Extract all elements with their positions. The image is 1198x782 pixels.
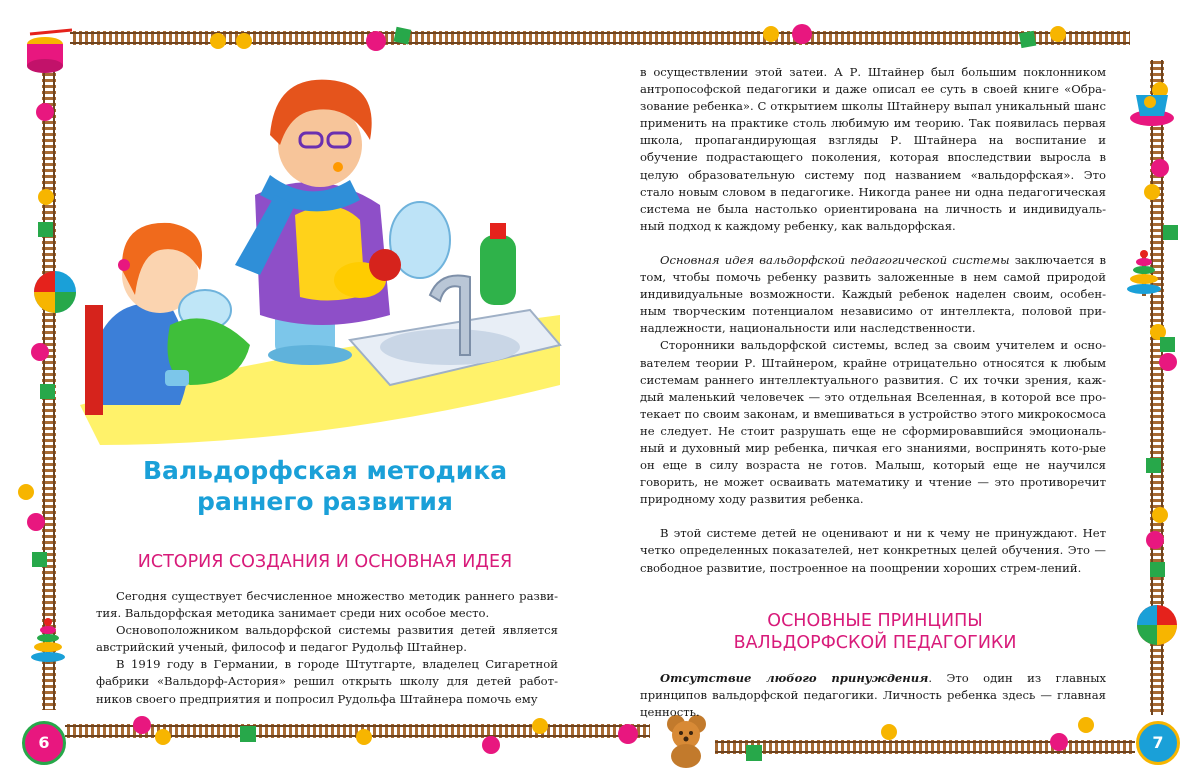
paragraph-main-idea <box>640 252 1106 337</box>
main-idea-lead: Основная идея вальдорфской педагогической системы <box>660 252 1010 267</box>
section-heading-principles <box>640 610 1110 654</box>
paragraph: В этой системе детей не оценивают и ни к чему не принуждают. Нет четко определенных показателей, нет конкретных целей обучения. Это — свободное развитие, построенное на поощрении хороших стрем-лений. <box>640 526 1106 575</box>
paragraph-principle <box>640 670 1106 721</box>
pyramid-toy-icon <box>31 618 65 664</box>
section-heading-history: ИСТОРИЯ СОЗДАНИЯ И ОСНОВНАЯ ИДЕЯ <box>137 552 513 572</box>
heading-line-2: ВАЛЬДОРФСКОЙ ПЕДАГОГИКИ <box>733 633 1017 653</box>
illustration-mother-and-child <box>60 55 580 445</box>
paragraph: Основоположником вальдорфской системы развития детей является австрийский ученый, философ и педагог Рудольф Штайнер. <box>96 623 558 655</box>
title-line-1: Вальдорфская методика <box>142 456 508 485</box>
title-line-2: раннего развития <box>197 487 453 516</box>
teacup-icon <box>1130 95 1174 126</box>
principle-rest: . Это один из главных принципов вальдорфской педагогики. Личность ребенка здесь — главная ценность. <box>640 671 1106 720</box>
principles-text <box>640 670 1106 721</box>
principle-lead: Отсутствие любого принуждения <box>660 671 929 685</box>
bottom-track <box>65 724 1135 754</box>
heading-line-1: ОСНОВНЫЕ ПРИНЦИПЫ <box>767 611 983 631</box>
page-number-right: 7 <box>1136 721 1180 765</box>
right-column-text <box>640 64 1106 577</box>
paragraph: Сегодня существует бесчисленное множество методик раннего разви-тия. Вальдорфская методика занимает среди них особое место. <box>96 589 558 621</box>
left-column-text <box>96 588 558 708</box>
paragraph: Сторонники вальдорфской системы, вслед за своим учителем и осно-вателем теории Р. Штайнером, крайне отрицательно относятся к любым системам раннего интеллектуального развития. С их точки зрения, каж-дый маленький человечек — это отдельная Вселенная, в которой все про-текает по своим законам, и вмешиваться в устройство этого микрокосмоса не следует. Не стоит разрушать еще не сформировавшийся эмоциональ-ный и духовный мир ребенка, пичкая его знаниями, воспринять кото-рые он еще в силу возраста не готов. Малыш, который еще не научился говорить, не может осваивать математику и чтение — это противоречит природному ходу развития ребенка. <box>640 338 1106 507</box>
paragraph: в осуществлении этой затеи. А Р. Штайнер был большим поклонником антропософской педагогики и даже описал ее суть в своей книге «Обра-зование ребенка». С открытием школы Штайнеру выпал уникальный шанс применить на практике столь любимую им теорию. Так появилась первая школа, пропагандирующая взгляды Р. Штайнера на воспитание и обучение подрастающего поколения, которая впоследствии выросла в целую образовательную систему под названием «вальдорфская». Это стало новым словом в педагогике. Никогда ранее ни одна педагогическая система не была настолько ориентирована на личность и индивидуаль-ный подход к каждому ребенку, как вальдорфская. <box>640 65 1106 233</box>
teddy-bear-icon <box>667 715 706 768</box>
paragraph: В 1919 году в Германии, в городе Штутгарте, владелец Сигаретной фабрики «Вальдорф-Астория» решил открыть школу для детей работ-ников своего предприятия и попросил Рудольфа Штайнера помочь ему <box>96 657 558 706</box>
main-idea-rest: заключается в том, чтобы помочь ребенку развить заложенные в нем самой природой индивидуальные возможности. Каждый ребенок наделен своим, особен-ным творческим потенциалом независимо от интеллекта, половой при-надлежности, национальности или наследственности. <box>640 252 1106 336</box>
ball-icon <box>1137 605 1177 645</box>
page-title <box>90 455 560 517</box>
top-track <box>70 31 1130 45</box>
page-number-left: 6 <box>22 721 66 765</box>
